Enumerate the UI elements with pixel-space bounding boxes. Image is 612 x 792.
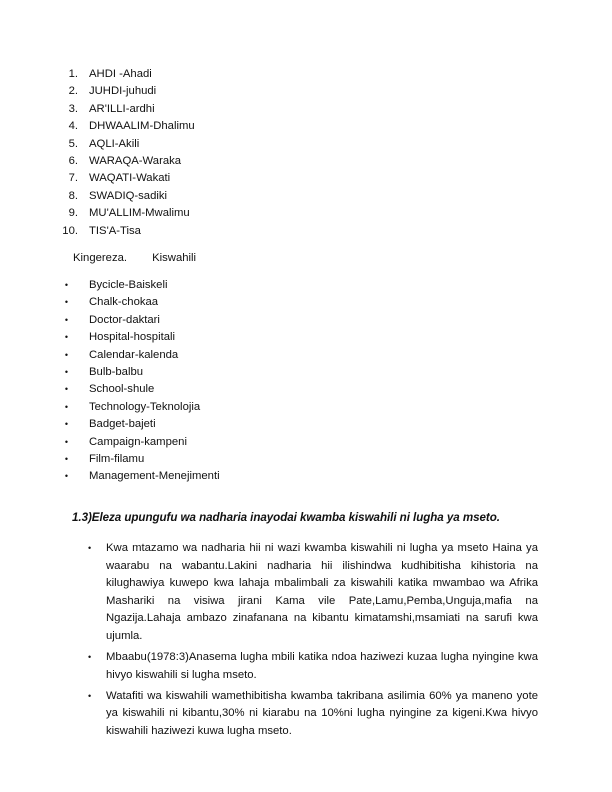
list-item bbox=[55, 294, 535, 311]
list-item-label: Management-Menejimenti bbox=[89, 470, 220, 483]
list-item bbox=[55, 347, 535, 364]
list-item bbox=[55, 118, 535, 135]
bullet-icon: • bbox=[64, 471, 69, 482]
bullet-icon: • bbox=[88, 690, 92, 701]
list-item-label: Doctor-daktari bbox=[89, 313, 160, 326]
list-item bbox=[55, 468, 535, 485]
list-item bbox=[55, 364, 535, 381]
answer-point bbox=[85, 649, 538, 684]
list-item-label: Bulb-balbu bbox=[89, 365, 144, 378]
list-item-label: School-shule bbox=[89, 383, 155, 396]
list-item bbox=[55, 136, 535, 153]
list-item-label: MU'ALLIM-Mwalimu bbox=[89, 207, 190, 220]
list-item-label: Chalk-chokaa bbox=[89, 296, 159, 309]
list-item-label: Badget-bajeti bbox=[89, 418, 156, 431]
list-item-label: Hospital-hospitali bbox=[89, 331, 176, 344]
list-item-label: WARAQA-Waraka bbox=[89, 154, 182, 167]
list-item-label: TIS'A-Tisa bbox=[89, 224, 141, 237]
list-item bbox=[55, 312, 535, 329]
list-item-label: Technology-Teknolojia bbox=[89, 400, 201, 413]
bullet-icon: • bbox=[64, 419, 69, 430]
list-item bbox=[55, 399, 535, 416]
list-item-label: Calendar-kalenda bbox=[89, 348, 179, 361]
list-item bbox=[55, 188, 535, 205]
bullet-icon: • bbox=[64, 436, 69, 447]
list-item-marker: 3. bbox=[68, 102, 78, 115]
list-item bbox=[55, 66, 535, 83]
bullet-icon: • bbox=[64, 314, 69, 325]
list-item-label: JUHDI-juhudi bbox=[89, 85, 157, 98]
list-item bbox=[55, 223, 535, 240]
arabic-loanwords-numbered-list bbox=[55, 66, 535, 240]
answer-point bbox=[85, 688, 538, 741]
bullet-icon: • bbox=[64, 384, 69, 395]
list-item-marker: 10. bbox=[62, 224, 78, 237]
section-heading-1-3: 1.3)Eleza upungufu wa nadharia inayodai kwamba kiswahili ni lugha ya mseto. bbox=[72, 511, 500, 524]
list-item bbox=[55, 416, 535, 433]
bullet-icon: • bbox=[88, 652, 92, 663]
bullet-icon: • bbox=[64, 332, 69, 343]
list-item-marker: 4. bbox=[68, 120, 78, 133]
list-item-marker: 9. bbox=[68, 207, 78, 220]
bullet-icon: • bbox=[64, 297, 69, 308]
list-item-label: SWADIQ-sadiki bbox=[89, 189, 168, 202]
list-item-label: AHDI -Ahadi bbox=[89, 68, 152, 80]
list-item-label: AQLI-Akili bbox=[89, 137, 140, 150]
list-item-label: AR'ILLI-ardhi bbox=[89, 102, 155, 115]
list-item bbox=[55, 277, 535, 294]
bullet-icon: • bbox=[88, 543, 92, 553]
list-item bbox=[55, 434, 535, 451]
list-item-marker: 7. bbox=[68, 172, 78, 185]
list-item-marker: 8. bbox=[68, 189, 78, 202]
list-item-label: Bycicle-Baiskeli bbox=[89, 279, 168, 291]
bullet-icon: • bbox=[64, 349, 69, 360]
english-swahili-vocabulary-list bbox=[55, 277, 535, 486]
list-item-marker: 2. bbox=[68, 85, 78, 98]
answer-points-list bbox=[85, 540, 538, 744]
answer-point bbox=[85, 540, 538, 646]
list-item bbox=[55, 381, 535, 398]
list-item bbox=[55, 153, 535, 170]
list-item-label: Campaign-kampeni bbox=[89, 435, 187, 448]
list-item-label: Film-filamu bbox=[89, 452, 145, 465]
list-item bbox=[55, 451, 535, 468]
answer-point-text: Watafiti wa kiswahili wamethibitisha kwamba takribana asilimia 60% ya maneno yote ya kiswahili ni kibantu,30% ni kiarabu na 10%ni lugha nyingine za kigeni.Kwa hivyo kiswahili haziwezi kuwa lugha mseto. bbox=[106, 689, 538, 737]
list-item-marker: 6. bbox=[68, 154, 78, 167]
bullet-icon: • bbox=[64, 280, 69, 290]
list-item bbox=[55, 205, 535, 222]
list-item bbox=[55, 329, 535, 346]
list-item bbox=[55, 83, 535, 100]
list-item-marker: 5. bbox=[68, 137, 78, 150]
language-column-header: Kingereza. Kiswahili bbox=[73, 252, 197, 264]
list-item-marker: 1. bbox=[68, 68, 78, 80]
bullet-icon: • bbox=[64, 366, 69, 377]
bullet-icon: • bbox=[64, 401, 69, 412]
answer-point-text: Mbaabu(1978:3)Anasema lugha mbili katika ndoa haziwezi kuzaa lugha nyingine kwa hivyo kiswahili si lugha mseto. bbox=[106, 651, 538, 681]
list-item bbox=[55, 101, 535, 118]
list-item-label: WAQATI-Wakati bbox=[89, 172, 171, 185]
list-item bbox=[55, 170, 535, 187]
bullet-icon: • bbox=[64, 453, 69, 464]
list-item-label: DHWAALIM-Dhalimu bbox=[89, 120, 195, 133]
answer-point-text: Kwa mtazamo wa nadharia hii ni wazi kwamba kiswahili ni lugha ya mseto Haina ya waarabu na wabantu.Lakini nadharia hii ilishindwa kudhibitisha kihistoria na kilughawiya kuwepo kwa lahaja mbalimbali za kiswahili katika mwambao wa Afrika Mashariki na visiwa jirani Kama vile Pate,Lamu,Pemba,Unguja,mafia na Ngazija.Lahaja ambazo zinafanana na kibantu kimatamshi,msamiati na sarufi kwa ujumla. bbox=[106, 542, 538, 642]
